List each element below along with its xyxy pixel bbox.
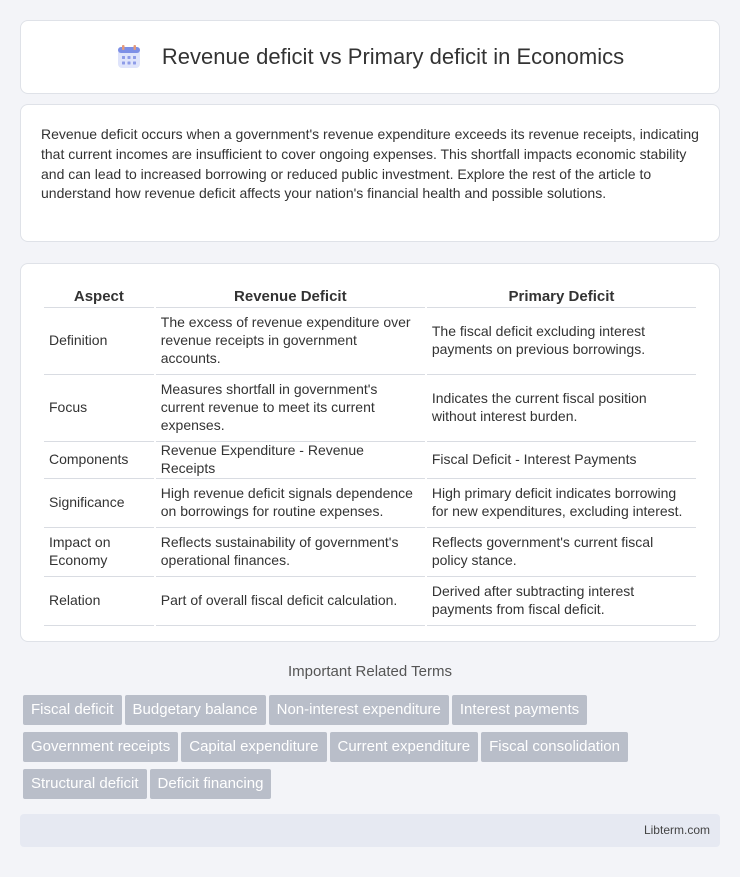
table-row — [44, 479, 696, 528]
table-row — [44, 577, 696, 626]
tag-interest-payments[interactable]: Interest payments — [452, 695, 587, 725]
tag-budgetary-balance[interactable]: Budgetary balance — [125, 695, 266, 725]
tag-fiscal-deficit[interactable]: Fiscal deficit — [23, 695, 122, 725]
cell-primary: High primary deficit indicates borrowing for new expenditures, excluding interest. — [427, 479, 696, 528]
cell-aspect: Focus — [44, 375, 154, 442]
cell-primary: Indicates the current fiscal position without interest burden. — [427, 375, 696, 442]
cell-revenue: The excess of revenue expenditure over revenue receipts in government accounts. — [156, 308, 425, 375]
tag-deficit-financing[interactable]: Deficit financing — [150, 769, 272, 799]
tag-government-receipts[interactable]: Government receipts — [23, 732, 178, 762]
cell-aspect: Significance — [44, 479, 154, 528]
table-row — [44, 528, 696, 577]
cell-aspect: Definition — [44, 308, 154, 375]
intro-paragraph: Revenue deficit occurs when a government's revenue expenditure exceeds its revenue receipts, indicating that current incomes are insufficient to cover ongoing expenses. This shortfall impacts economic stability and can lead to increased borrowing or reduced public investment. Explore the rest of the article to understand how revenue deficit affects your nation's financial health and possible solutions. — [41, 126, 699, 202]
footer — [20, 814, 720, 847]
cell-revenue: High revenue deficit signals dependence on borrowings for routine expenses. — [156, 479, 425, 528]
comparison-card — [20, 263, 720, 642]
comparison-table — [42, 285, 698, 626]
cell-aspect: Relation — [44, 577, 154, 626]
header-card — [20, 20, 720, 94]
cell-primary: The fiscal deficit excluding interest payments on previous borrowings. — [427, 308, 696, 375]
table-row — [44, 308, 696, 375]
table-row — [44, 442, 696, 479]
cell-primary: Reflects government's current fiscal policy stance. — [427, 528, 696, 577]
tag-current-expenditure[interactable]: Current expenditure — [330, 732, 479, 762]
cell-revenue: Measures shortfall in government's current revenue to meet its current expenses. — [156, 375, 425, 442]
header-aspect: Aspect — [44, 285, 154, 308]
cell-aspect: Components — [44, 442, 154, 479]
header-revenue-deficit: Revenue Deficit — [156, 285, 425, 308]
cell-revenue: Part of overall fiscal deficit calculation. — [156, 577, 425, 626]
tag-non-interest-expenditure[interactable]: Non-interest expenditure — [269, 695, 449, 725]
related-terms-tags — [23, 695, 723, 806]
header-primary-deficit: Primary Deficit — [427, 285, 696, 308]
page-title: Revenue deficit vs Primary deficit in Economics — [161, 44, 625, 69]
tag-fiscal-consolidation[interactable]: Fiscal consolidation — [481, 732, 628, 762]
cell-primary: Derived after subtracting interest payments from fiscal deficit. — [427, 577, 696, 626]
tag-structural-deficit[interactable]: Structural deficit — [23, 769, 147, 799]
cell-aspect: Impact on Economy — [44, 528, 154, 577]
cell-revenue: Reflects sustainability of government's operational finances. — [156, 528, 425, 577]
intro-card — [20, 104, 720, 242]
related-terms-title: Important Related Terms — [288, 663, 452, 680]
footer-brand-link[interactable]: Libterm.com — [643, 823, 710, 837]
calendar-grid-icon — [116, 44, 142, 70]
cell-revenue: Revenue Expenditure - Revenue Receipts — [156, 442, 425, 479]
cell-primary: Fiscal Deficit - Interest Payments — [427, 442, 696, 479]
tag-capital-expenditure[interactable]: Capital expenditure — [181, 732, 326, 762]
table-row — [44, 375, 696, 442]
